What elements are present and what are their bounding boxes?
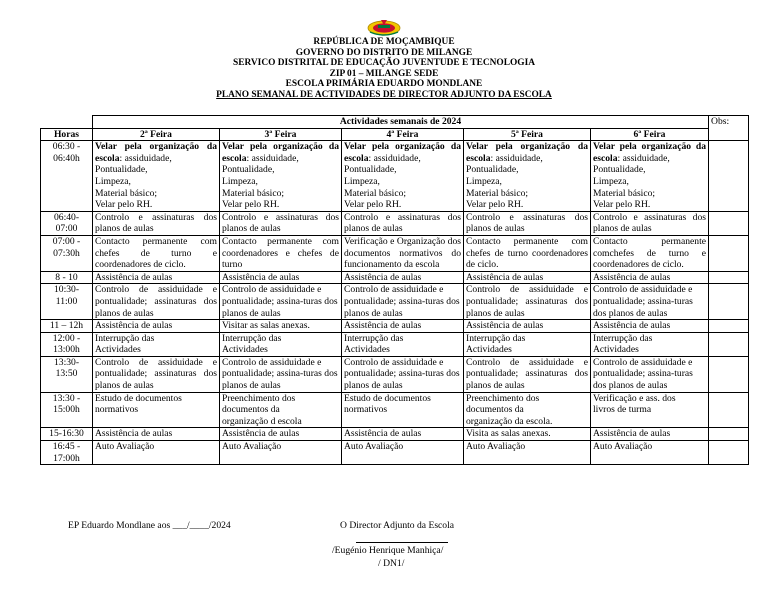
activity-text: Limpeza, [344, 175, 380, 187]
activity-text: Limpeza, [95, 175, 131, 187]
place-date: EP Eduardo Mondlane aos ___/____/2024 [68, 520, 231, 531]
hours-cell [41, 392, 93, 428]
activity-text: Verificação e ass. dos [593, 392, 676, 404]
activity-text: Assistência de aulas [593, 428, 671, 440]
activity-text: Controlo e assinaturas dos planos de aulas [222, 211, 339, 235]
activity-cell [220, 441, 342, 465]
hours-cell [41, 141, 93, 212]
activity-text: Interrupção das [593, 332, 653, 344]
activity-text: organização d escola [222, 415, 302, 427]
activity-text: Velar pelo RH. [344, 199, 402, 211]
activity-text: Pontualidade, [95, 164, 148, 176]
activity-text: Pontualidade, [466, 164, 519, 176]
activity-text: Auto Avaliação [344, 441, 404, 453]
obs-cell [709, 141, 749, 212]
hours-text: 11 – 12h [49, 320, 84, 332]
hours-cell [41, 211, 93, 235]
activity-cell [591, 320, 709, 333]
activity-text: Actividades [95, 344, 141, 356]
activity-text: documentos da [222, 404, 280, 416]
activity-cell [93, 392, 220, 428]
table-row [41, 356, 749, 392]
activity-text: Assistência de aulas [95, 320, 173, 332]
signature-line [356, 542, 448, 543]
activity-text: Controlo e assinaturas dos planos de aulas [593, 211, 707, 235]
activity-text: Interrupção das [344, 332, 404, 344]
activity-cell [342, 141, 464, 212]
table-days-header-row [41, 128, 749, 141]
activity-cell [93, 211, 220, 235]
activity-text: Controlo de assiduidade e pontualidade; assina-turas dos planos de aulas [222, 284, 338, 319]
table-row [41, 392, 749, 428]
activity-cell [220, 428, 342, 441]
activity-text: Estudo de documentos [344, 392, 431, 404]
activity-cell [220, 392, 342, 428]
table-row [41, 284, 749, 320]
hours-text: 12:00 - [52, 332, 81, 344]
activity-cell [464, 332, 591, 356]
activity-cell [464, 284, 591, 320]
activity-cell [93, 141, 220, 212]
hours-cell [41, 441, 93, 465]
activity-text: Controlo de assiduidade e pontualidade; assina-turas dos planos de aulas [593, 284, 693, 319]
table-row [41, 271, 749, 284]
weekly-activities-table [40, 115, 749, 465]
activity-cell [220, 320, 342, 333]
activity-text: Auto Avaliação [593, 441, 653, 453]
hours-text: 13:30 - [52, 392, 81, 404]
activity-text: Velar pelo RH. [222, 199, 280, 211]
blank-corner-cell [41, 116, 93, 129]
activity-cell [220, 271, 342, 284]
activity-text: Limpeza, [593, 175, 629, 187]
hours-text: 06:30 - [52, 141, 81, 153]
obs-cell [709, 428, 749, 441]
activity-cell [591, 356, 709, 392]
activity-text: Contacto permanente comchefes de turno e coordenadores de ciclo. [593, 235, 707, 271]
plan-title: PLANO SEMANAL DE ACTIVIDADES DE DIRECTOR ADJUNTO DA ESCOLA [216, 89, 552, 100]
activity-cell [342, 320, 464, 333]
activity-cell [591, 211, 709, 235]
activity-cell [464, 392, 591, 428]
activity-cell [464, 211, 591, 235]
activity-text: Verificação e Organização dos documentos normativos do funcionamento da escola [344, 235, 461, 271]
activity-text: Controlo de assiduidade e pontualidade; assina-turas dos planos de aulas [222, 356, 338, 392]
activity-text: Controlo de assiduidade e pontualidade; assina-turas dos planos de aulas [344, 284, 460, 319]
activity-text: : assiduidade, [368, 152, 421, 164]
hours-text: 07:00 [55, 223, 78, 235]
hours-cell [41, 284, 93, 320]
obs-cell [709, 320, 749, 333]
activity-text: Assistência de aulas [222, 428, 300, 440]
activity-text: Controlo e assinaturas dos planos de aulas [95, 211, 217, 235]
activity-text: Contacto permanente com chefes de turno e coordenadores de ciclo. [95, 235, 217, 271]
activity-text: Controlo e assinaturas dos planos de aulas [344, 211, 461, 235]
activity-text: : assiduidade, [246, 152, 299, 164]
hours-cell [41, 271, 93, 284]
activity-text: Preenchimento dos [222, 392, 296, 404]
header-line-zip: ZIP 01 – MILANGE SEDE [329, 68, 439, 79]
activity-text: Limpeza, [466, 175, 502, 187]
activity-cell [93, 332, 220, 356]
table-row [41, 428, 749, 441]
hours-cell [41, 235, 93, 271]
hours-cell [41, 428, 93, 441]
activity-text: Interrupção das [466, 332, 526, 344]
activity-text: normativos [95, 404, 139, 416]
hours-text: 06:40- [53, 211, 80, 223]
activity-cell [591, 271, 709, 284]
activity-cell [93, 320, 220, 333]
activity-text: Pontualidade, [593, 164, 646, 176]
activity-cell [591, 141, 709, 212]
hours-cell [41, 356, 93, 392]
obs-cell [709, 271, 749, 284]
activity-text: Pontualidade, [222, 164, 275, 176]
activity-text: Controlo de assiduidade e pontualidade; assinaturas dos planos de aulas [466, 356, 588, 392]
hours-text: 15-16:30 [49, 428, 84, 440]
activity-text: Assistência de aulas [593, 271, 671, 283]
group-header: Actividades semanais de 2024 [93, 116, 709, 129]
activity-cell [464, 235, 591, 271]
activity-cell [93, 441, 220, 465]
table-row [41, 141, 749, 212]
hours-cell [41, 332, 93, 356]
obs-cell [709, 235, 749, 271]
activity-cell [464, 441, 591, 465]
activity-text: Controlo e assinaturas dos planos de aulas [466, 211, 588, 235]
hours-text: 13:00h [53, 344, 80, 356]
activity-cell [591, 284, 709, 320]
activity-text: normativos [344, 404, 388, 416]
activity-bold-text: Velar pela organização da escola [466, 141, 588, 164]
activity-cell [220, 332, 342, 356]
activity-text: Assistência de aulas [466, 271, 544, 283]
table-group-header-row [41, 116, 749, 129]
activity-text: Estudo de documentos [95, 392, 182, 404]
activity-text: Preenchimento dos [466, 392, 540, 404]
activity-text: Contacto permanente com coordenadores e chefes de turno [222, 235, 339, 271]
activity-text: Interrupção das [95, 332, 155, 344]
header-line-government: GOVERNO DO DISTRITO DE MILANGE [295, 47, 473, 58]
activity-cell [591, 235, 709, 271]
activity-text: organização da escola. [466, 415, 553, 427]
activity-text: Actividades [593, 344, 639, 356]
activity-cell [464, 320, 591, 333]
signatory-title: O Director Adjunto da Escola [340, 520, 455, 531]
day-header-thu: 5ª Feira [464, 128, 591, 141]
activity-line [222, 141, 339, 164]
activity-line [344, 141, 461, 164]
hours-text: 06:40h [53, 152, 80, 164]
table-row [41, 211, 749, 235]
activity-text: Velar pelo RH. [593, 199, 651, 211]
activity-text: Controlo de assiduidade e pontualidade; assina-turas dos planos de aulas [344, 356, 460, 392]
activity-text: Actividades [344, 344, 390, 356]
activity-text: Material básico; [95, 187, 158, 199]
signatory-rank: / DN1/ [378, 558, 405, 569]
activity-cell [464, 141, 591, 212]
activity-cell [342, 428, 464, 441]
activity-cell [342, 356, 464, 392]
obs-cell [709, 356, 749, 392]
header-line-district-service: SERVICO DISTRITAL DE EDUCAÇÃO JUVENTUDE E TECNOLOGIA [233, 58, 535, 69]
activity-text: Actividades [222, 344, 268, 356]
header-line-school: ESCOLA PRIMÁRIA EDUARDO MONDLANE [285, 79, 483, 90]
day-header-mon: 2ª Feira [93, 128, 220, 141]
activity-text: Assistência de aulas [222, 271, 300, 283]
activity-bold-text: Velar pela organização da escola [222, 141, 339, 164]
activity-text: Material básico; [466, 187, 529, 199]
activity-cell [93, 271, 220, 284]
activity-text: Interrupção das [222, 332, 282, 344]
activity-cell [93, 284, 220, 320]
activity-cell [464, 271, 591, 284]
day-header-wed: 4ª Feira [342, 128, 464, 141]
activity-line [466, 141, 588, 164]
activity-line [593, 141, 706, 164]
hours-text: 13:50 [55, 368, 78, 380]
activity-text: documentos da [466, 404, 524, 416]
activity-cell [220, 141, 342, 212]
mozambique-emblem-icon [364, 17, 404, 37]
activity-bold-text: Velar pela organização da escola [344, 141, 461, 164]
activity-cell [342, 392, 464, 428]
activity-text: : assiduidade, [617, 152, 670, 164]
document-header [0, 37, 768, 101]
activity-text: Visitar as salas anexas. [222, 320, 310, 332]
activity-cell [342, 211, 464, 235]
activity-text: Contacto permanente com chefes de turno coordenadores de ciclo. [466, 235, 588, 271]
activity-cell [591, 428, 709, 441]
activity-cell [342, 284, 464, 320]
activity-bold-text: Velar pela organização da escola [95, 141, 217, 164]
table-body [41, 141, 749, 465]
activity-bold-text: Velar pela organização da escola [593, 141, 707, 164]
obs-cell [709, 441, 749, 465]
activity-text: Velar pelo RH. [466, 199, 524, 211]
activity-text: Controlo de assiduidade e pontualidade; assinaturas dos planos de aulas [95, 284, 217, 319]
activity-text: Assistência de aulas [466, 320, 544, 332]
activity-cell [342, 235, 464, 271]
obs-cell [709, 392, 749, 428]
activity-text: : assiduidade, [490, 152, 543, 164]
activity-cell [342, 271, 464, 284]
activity-cell [591, 332, 709, 356]
hours-text: 13:30- [53, 356, 80, 368]
activity-text: Assistência de aulas [344, 428, 422, 440]
hours-text: 07:00 - [52, 235, 81, 247]
activity-cell [342, 332, 464, 356]
activity-cell [93, 356, 220, 392]
activity-text: Actividades [466, 344, 512, 356]
activity-text: Auto Avaliação [95, 441, 155, 453]
hours-text: 10:30- [53, 284, 80, 296]
activity-cell [220, 235, 342, 271]
activity-text: Pontualidade, [344, 164, 397, 176]
activity-text: Assistência de aulas [344, 320, 422, 332]
activity-cell [464, 356, 591, 392]
activity-text: Visita as salas anexas. [466, 428, 551, 440]
hours-text: 17:00h [53, 452, 80, 464]
activity-cell [220, 356, 342, 392]
activity-text: Assistência de aulas [95, 271, 173, 283]
activity-line [95, 141, 217, 164]
obs-cell [709, 332, 749, 356]
activity-text: Controlo de assiduidade e pontualidade; assinaturas dos planos de aulas [466, 284, 588, 319]
obs-cell [709, 284, 749, 320]
header-line-republic: REPÚBLICA DE MOÇAMBIQUE [313, 37, 455, 47]
table-row [41, 441, 749, 465]
activity-text: livros de turma [593, 404, 652, 416]
activity-text: Velar pelo RH. [95, 199, 153, 211]
activity-text: Auto Avaliação [222, 441, 282, 453]
table-row [41, 320, 749, 333]
hours-header: Horas [41, 128, 93, 141]
activity-cell [591, 392, 709, 428]
hours-text: 15:00h [53, 404, 80, 416]
activity-cell [220, 211, 342, 235]
activity-text: : assiduidade, [119, 152, 172, 164]
day-header-tue: 3ª Feira [220, 128, 342, 141]
activity-text: Material básico; [344, 187, 407, 199]
activity-text: Material básico; [593, 187, 656, 199]
activity-text: Assistência de aulas [593, 320, 671, 332]
signatory-name: /Eugénio Henrique Manhiça/ [332, 545, 444, 556]
activity-text: Controlo de assiduidade e pontualidade; assina-turas dos planos de aulas [593, 356, 693, 392]
obs-header: Obs: [709, 116, 749, 141]
activity-text: Limpeza, [222, 175, 258, 187]
activity-text: Auto Avaliação [466, 441, 526, 453]
activity-cell [220, 284, 342, 320]
hours-text: 11:00 [55, 295, 78, 307]
obs-cell [709, 211, 749, 235]
table-row [41, 235, 749, 271]
activity-text: Assistência de aulas [95, 428, 173, 440]
activity-cell [93, 235, 220, 271]
hours-text: 16:45 - [52, 441, 81, 453]
activity-cell [591, 441, 709, 465]
activity-text: Material básico; [222, 187, 285, 199]
activity-cell [93, 428, 220, 441]
activity-text: Assistência de aulas [344, 271, 422, 283]
hours-text: 07:30h [53, 247, 80, 259]
activity-cell [342, 441, 464, 465]
activity-cell [464, 428, 591, 441]
table-row [41, 332, 749, 356]
hours-text: 8 - 10 [55, 271, 78, 283]
hours-cell [41, 320, 93, 333]
activity-text: Controlo de assiduidade e pontualidade; assinaturas dos planos de aulas [95, 356, 217, 392]
day-header-fri: 6ª Feira [591, 128, 709, 141]
